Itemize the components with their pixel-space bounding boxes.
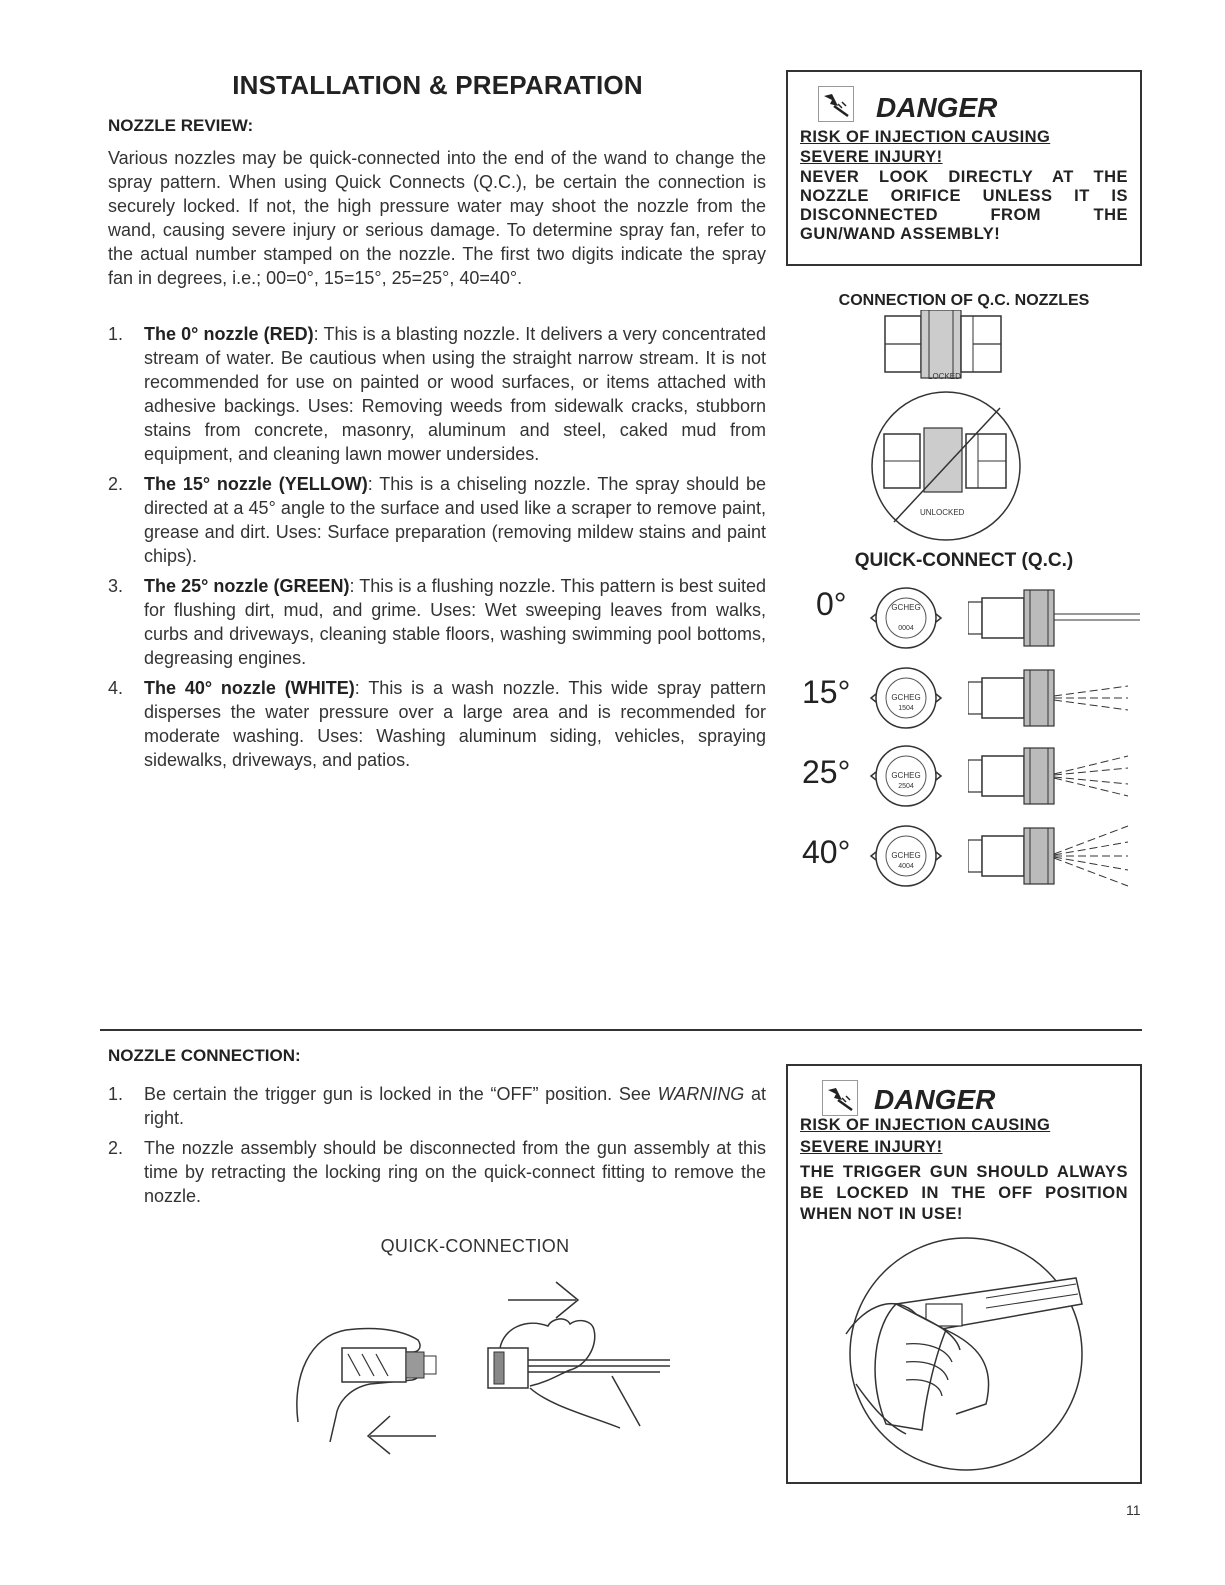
nozzle-connection-heading: NOZZLE CONNECTION: [108,1046,301,1065]
nozzle-chart [800,582,1140,912]
nozzle-spray-diagram [968,744,1140,808]
locked-label: LOCKED [928,372,961,381]
page-number: 11 [1126,1502,1141,1518]
list-item: 1. The 0° nozzle (RED): This is a blasting nozzle. It delivers a very concentrated stream of water. Be cautious when using the straight narrow stream. It is not recommended for use on painted or wood surfaces, or items attached with adhesive backings. Uses: Removing weeds from sidewalk cracks, stubborn stains from concrete, masonry, aluminum and steel, caked mud from equipment, and cleaning lawn mower undersides. [108,324,766,464]
unlocked-label: UNLOCKED [920,508,965,517]
nozzle-face-icon [866,582,946,654]
nozzle-brand: GCHEG [891,693,921,702]
section-divider [100,1029,1142,1031]
nozzle-face-icon [866,662,946,734]
nozzle-spray-diagram [968,586,1140,650]
qc-nozzles-heading: CONNECTION OF Q.C. NOZZLES [838,292,1090,309]
nozzle-spray-diagram [968,666,1140,730]
danger-subtitle: SEVERE INJURY! [800,148,943,166]
nozzle-brand: GCHEG [891,851,921,860]
nozzle-review-intro: Various nozzles may be quick-connected into the end of the wand to change the spray pattern. When using Quick Connects (Q.C.), be certain the connection is securely locked. If not, the high pressure water may shoot the nozzle from the wand, causing severe injury or serious damage. To determine spray fan, refer to the actual number stamped on the nozzle. The first two digits indicate the spray fan in degrees, i.e.; 00=0°, 15=15°, 25=25°, 40=40°. [108,148,766,288]
nozzle-brand: GCHEG [891,603,921,612]
nozzle-connection-list [108,1082,766,1214]
nozzle-review-list [108,322,766,778]
nozzle-code: 2504 [898,783,914,790]
nozzle-spray-diagram [968,824,1140,888]
nozzle-angle-label: 25° [802,754,851,790]
nozzle-code: 1504 [898,705,914,712]
quick-connection-label: QUICK-CONNECTION [380,1236,570,1256]
list-item: 3. The 25° nozzle (GREEN): This is a flushing nozzle. This pattern is best suited for flushing dirt, mud, and grime. Uses: Wet sweeping leaves from walks, curbs and driveways, cleaning stable floors, washing swimming pool bottoms, degreasing engines. [108,576,766,668]
nozzle-face-icon [866,820,946,892]
list-item: 2. The 15° nozzle (YELLOW): This is a chiseling nozzle. The spray should be directed at a 45° angle to the surface and used like a scraper to remove paint, grease and dirt. Uses: Surface preparation (removing mildew stains and paint chips). [108,474,766,566]
nozzle-code: 4004 [898,863,914,870]
danger-subtitle: RISK OF INJECTION CAUSING [800,128,1051,146]
unlocked-fitting-diagram [866,386,1026,546]
danger-title: DANGER [874,1084,996,1115]
danger-body: THE TRIGGER GUN SHOULD ALWAYS BE LOCKED IN THE OFF POSITION WHEN NOT IN USE! [800,1163,1128,1223]
danger-box-top [786,70,1142,266]
injection-hazard-icon [818,86,854,122]
nozzle-review-heading: NOZZLE REVIEW: [108,116,254,135]
page-title: INSTALLATION & PREPARATION [232,70,643,100]
nozzle-code: 0004 [898,625,914,632]
danger-body: NEVER LOOK DIRECTLY AT THE NOZZLE ORIFICE UNLESS IT IS DISCONNECTED FROM THE GUN/WAND ASSEMBLY! [800,168,1128,243]
danger-subtitle: SEVERE INJURY! [800,1138,943,1156]
trigger-gun-illustration [826,1234,1106,1474]
danger-box-bottom [786,1064,1142,1484]
list-item: 4. The 40° nozzle (WHITE): This is a wash nozzle. This wide spray pattern disperses the water pressure over a large area and is recommended for moderate washing. Uses: Washing aluminum siding, vehicles, spraying sidewalks, driveways, and patios. [108,678,766,770]
injection-hazard-icon [822,1080,858,1116]
nozzle-angle-label: 15° [802,674,851,710]
list-item: 2. The nozzle assembly should be disconnected from the gun assembly at this time by retracting the locking ring on the quick-connect fitting to remove the nozzle. [108,1138,766,1206]
quick-connection-illustration [290,1266,690,1456]
danger-subtitle: RISK OF INJECTION CAUSING [800,1116,1051,1134]
nozzle-angle-label: 0° [816,586,847,622]
nozzle-brand: GCHEG [891,771,921,780]
nozzle-angle-label: 40° [802,834,851,870]
list-item: 1. Be certain the trigger gun is locked in the “OFF” position. See WARNING at right. [108,1084,766,1128]
danger-title: DANGER [876,92,998,123]
nozzle-face-icon [866,740,946,812]
quick-connect-heading: QUICK-CONNECT (Q.C.) [854,550,1074,571]
